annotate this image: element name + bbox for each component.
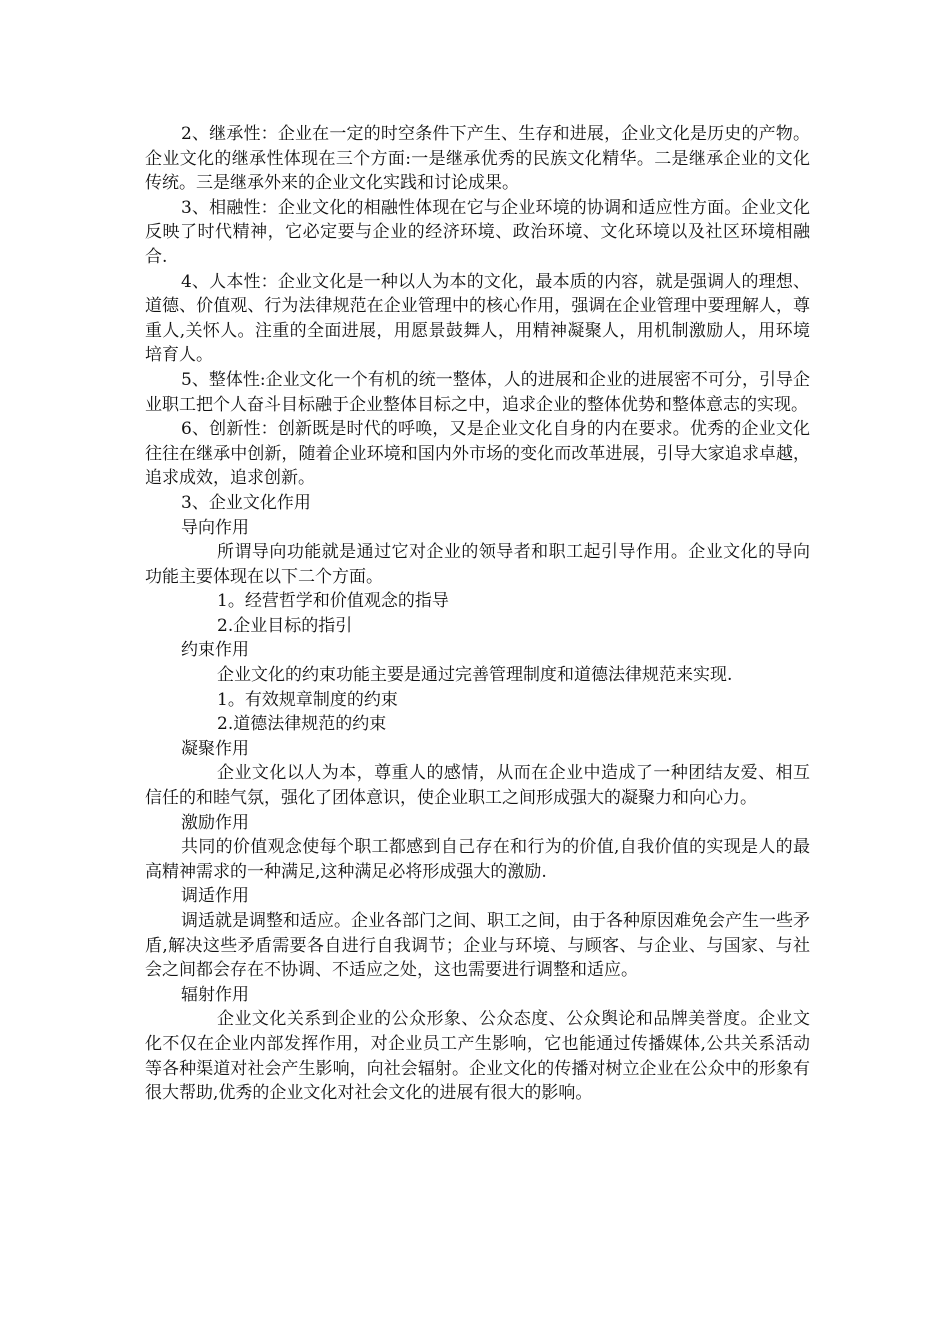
document-page (145, 122, 810, 1106)
paragraph-constraint: 企业文化的约束功能主要是通过完善管理制度和道德法律规范来实现. (217, 665, 733, 686)
paragraph-inheritance: 2、继承性：企业在一定的时空条件下产生、生存和进展，企业文化是历史的产物。企业文化的继承性体现在三个方面:一是继承优秀的民族文化精华。二是继承企业的文化传统。三是继承外来的企业文化实践和讨论成果。 (145, 124, 810, 194)
paragraph-compatibility: 3、相融性：企业文化的相融性体现在它与企业环境的协调和适应性方面。企业文化反映了时代精神，它必定要与企业的经济环境、政治环境、文化环境以及社区环境相融合. (145, 197, 810, 267)
subheading-radiation: 辐射作用 (181, 984, 249, 1005)
list-item-constraint-2: 2.道德法律规范的约束 (217, 714, 387, 735)
subheading-adjustment: 调适作用 (181, 886, 249, 907)
paragraph-guidance: 所谓导向功能就是通过它对企业的领导者和职工起引导作用。企业文化的导向功能主要体现在以下二个方面。 (145, 542, 810, 587)
section-heading-culture-role: 3、企业文化作用 (181, 492, 311, 513)
subheading-cohesion: 凝聚作用 (181, 738, 249, 759)
list-item-guidance-2: 2.企业目标的指引 (217, 615, 353, 636)
list-item-guidance-1: 1。经营哲学和价值观念的指导 (217, 591, 449, 612)
paragraph-radiation: 企业文化关系到企业的公众形象、公众态度、公众舆论和品牌美誉度。企业文化不仅在企业内部发挥作用，对企业员工产生影响，它也能通过传播媒体,公共关系活动等各种渠道对社会产生影响，向社会辐射。企业文化的传播对树立企业在公众中的形象有很大帮助,优秀的企业文化对社会文化的进展有很大的影响。 (145, 1009, 810, 1104)
subheading-guidance: 导向作用 (181, 517, 249, 538)
paragraph-cohesion: 企业文化以人为本，尊重人的感情，从而在企业中造成了一种团结友爱、相互信任的和睦气氛，强化了团体意识，使企业职工之间形成强大的凝聚力和向心力。 (145, 763, 810, 809)
paragraph-innovation: 6、创新性：创新既是时代的呼唤，又是企业文化自身的内在要求。优秀的企业文化往往在继承中创新，随着企业环境和国内外市场的变化而改革进展，引导大家追求卓越，追求成效，追求创新。 (145, 419, 810, 489)
list-item-constraint-1: 1。有效规章制度的约束 (217, 689, 398, 710)
paragraph-humanism: 4、人本性：企业文化是一种以人为本的文化，最本质的内容，就是强调人的理想、道德、价值观、行为法律规范在企业管理中的核心作用，强调在企业管理中要理解人，尊重人,关怀人。注重的全面进展，用愿景鼓舞人，用精神凝聚人，用机制激励人，用环境培育人。 (145, 271, 810, 366)
subheading-motivation: 激励作用 (181, 812, 249, 833)
paragraph-motivation: 共同的价值观念使每个职工都感到自己存在和行为的价值,自我价值的实现是人的最高精神需求的一种满足,这种满足必将形成强大的激励. (145, 837, 810, 882)
paragraph-integrity: 5、整体性:企业文化一个有机的统一整体，人的进展和企业的进展密不可分，引导企业职工把个人奋斗目标融于企业整体目标之中，追求企业的整体优势和整体意志的实现。 (145, 369, 810, 415)
paragraph-adjustment: 调适就是调整和适应。企业各部门之间、职工之间，由于各种原因难免会产生一些矛盾,解决这些矛盾需要各自进行自我调节；企业与环境、与顾客、与企业、与国家、与社会之间都会存在不协调、不适应之处，这也需要进行调整和适应。 (145, 911, 810, 981)
subheading-constraint: 约束作用 (181, 640, 249, 661)
